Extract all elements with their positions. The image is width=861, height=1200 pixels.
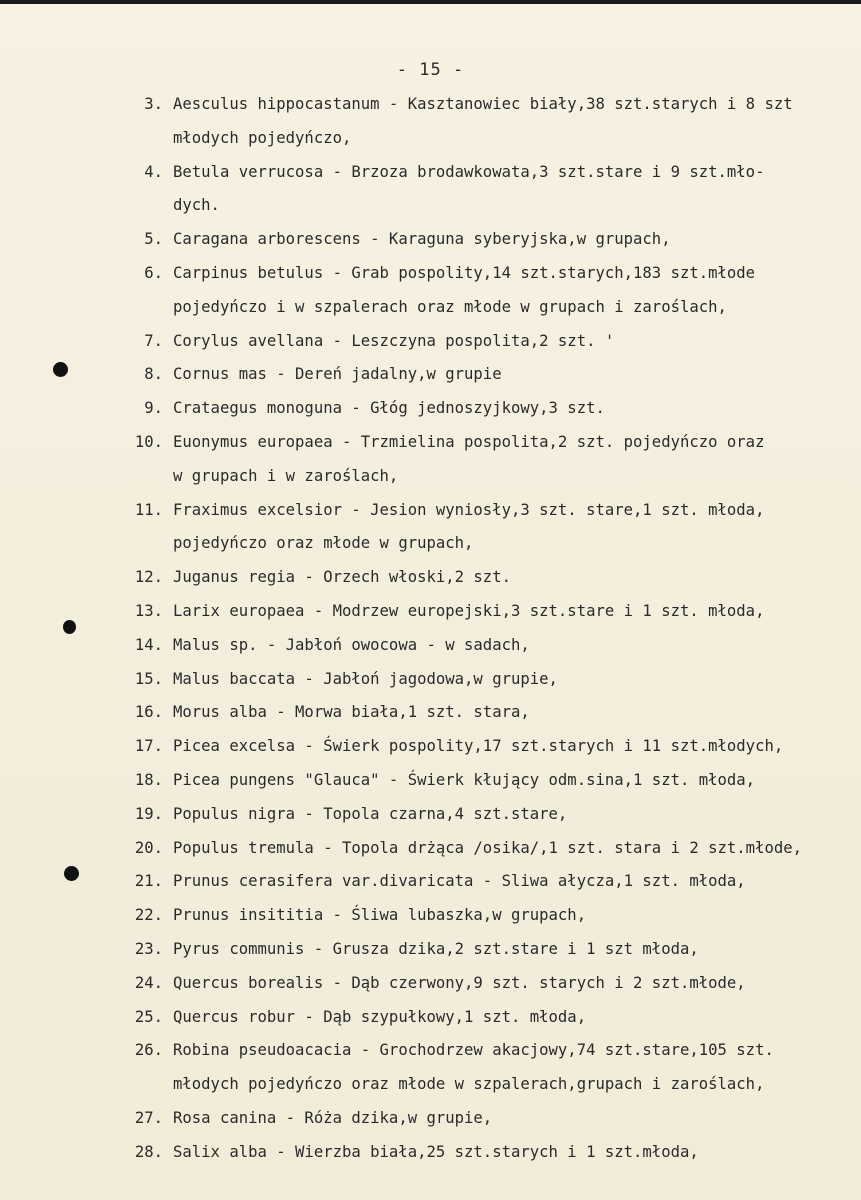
entry-text: Corylus avellana - Leszczyna pospolita,2 szt. ' [173,331,615,350]
species-entry [0,663,861,697]
entry-number: 17. [134,737,163,756]
entry-text: Larix europaea - Modrzew europejski,3 szt.stare i 1 szt. młoda, [173,601,765,620]
entry-number: 19. [134,804,163,823]
entry-number: 15. [134,669,163,688]
entry-number: 22. [134,906,163,925]
entry-text: Quercus robur - Dąb szypułkowy,1 szt. młoda, [173,1007,587,1026]
species-entry [0,257,861,325]
entry-number: 8. [144,365,163,384]
species-entry [0,426,861,494]
entry-first-line [0,392,861,426]
species-entry [0,494,861,562]
entry-continuation: pojedyńczo i w szpalerach oraz młode w grupach i zaroślach, [173,297,727,316]
entry-first-line [0,223,861,257]
species-entry [0,223,861,257]
entry-first-line [0,1102,861,1136]
entry-text: Juganus regia - Orzech włoski,2 szt. [173,568,511,587]
entry-first-line [0,88,861,122]
page-number: - 15 - [396,60,465,80]
species-entry [0,933,861,967]
entry-number: 20. [134,838,163,857]
species-list [0,88,861,1170]
entry-text: Populus tremula - Topola drżąca /osika/,1 szt. stara i 2 szt.młode, [173,838,803,857]
entry-number: 27. [134,1108,163,1127]
entry-first-line [0,358,861,392]
scan-top-edge [0,0,861,4]
entry-text: Populus nigra - Topola czarna,4 szt.stare, [173,804,568,823]
species-entry [0,899,861,933]
entry-first-line [0,595,861,629]
species-entry [0,561,861,595]
entry-first-line [0,561,861,595]
entry-first-line [0,494,861,528]
entry-text: Prunus cerasifera var.divaricata - Sliwa ałycza,1 szt. młoda, [173,872,746,891]
species-entry [0,595,861,629]
entry-first-line [0,156,861,190]
species-entry [0,88,861,156]
entry-continuation: dych. [173,196,220,215]
entry-number: 10. [134,432,163,451]
entry-text: Aesculus hippocastanum - Kasztanowiec biały,38 szt.starych i 8 szt [173,95,793,113]
entry-number: 23. [134,939,163,958]
species-entry [0,1034,861,1102]
entry-number: 26. [134,1041,163,1060]
entry-first-line [0,899,861,933]
entry-first-line [0,967,861,1001]
entry-text: Salix alba - Wierzba biała,25 szt.starych i 1 szt.młoda, [173,1142,699,1161]
entry-text: Quercus borealis - Dąb czerwony,9 szt. starych i 2 szt.młode, [173,973,746,992]
entry-number: 9. [144,399,163,418]
entry-continuation: pojedyńczo oraz młode w grupach, [173,534,474,553]
entry-number: 5. [144,230,163,249]
entry-text: Picea pungens "Glauca" - Świerk kłujący odm.sina,1 szt. młoda, [173,770,756,789]
entry-first-line [0,730,861,764]
entry-number: 7. [144,331,163,350]
entry-number: 16. [134,703,163,722]
entry-text: Pyrus communis - Grusza dzika,2 szt.stare i 1 szt młoda, [173,939,699,958]
entry-first-line [0,1001,861,1035]
entry-continuation: młodych pojedyńczo oraz młode w szpalerach,grupach i zaroślach, [173,1075,765,1094]
species-entry [0,832,861,866]
entry-first-line [0,1136,861,1170]
species-entry [0,325,861,359]
entry-number: 13. [134,601,163,620]
entry-first-line [0,629,861,663]
entry-first-line [0,696,861,730]
entry-text: Rosa canina - Róża dzika,w grupie, [173,1108,493,1127]
entry-text: Betula verrucosa - Brzoza brodawkowata,3 szt.stare i 9 szt.mło- [173,162,765,181]
entry-first-line [0,663,861,697]
entry-text: Malus baccata - Jabłoń jagodowa,w grupie, [173,669,558,688]
entry-text: Picea excelsa - Świerk pospolity,17 szt.starych i 11 szt.młodych, [173,737,784,756]
species-entry [0,1001,861,1035]
entry-number: 4. [144,162,163,181]
entry-text: Caragana arborescens - Karaguna syberyjska,w grupach, [173,230,671,249]
entry-text: Malus sp. - Jabłoń owocowa - w sadach, [173,635,530,654]
entry-number: 6. [144,263,163,282]
entry-first-line [0,426,861,460]
entry-first-line [0,832,861,866]
entry-text: Fraximus excelsior - Jesion wyniosły,3 szt. stare,1 szt. młoda, [173,500,765,519]
entry-number: 11. [134,500,163,519]
species-entry [0,156,861,224]
species-entry [0,696,861,730]
entry-continuation: w grupach i w zaroślach, [173,466,399,485]
entry-number: 12. [134,568,163,587]
entry-first-line [0,764,861,798]
entry-first-line [0,933,861,967]
species-entry [0,764,861,798]
species-entry [0,358,861,392]
entry-text: Prunus insititia - Śliwa lubaszka,w grupach, [173,906,587,925]
entry-first-line [0,325,861,359]
entry-number: 14. [134,635,163,654]
entry-first-line [0,798,861,832]
entry-number: 28. [134,1142,163,1161]
entry-text: Robina pseudoacacia - Grochodrzew akacjowy,74 szt.stare,105 szt. [173,1041,774,1060]
entry-number: 3. [144,95,163,113]
entry-text: Cornus mas - Dereń jadalny,w grupie [173,365,502,384]
species-entry [0,629,861,663]
species-entry [0,730,861,764]
entry-text: Crataegus monoguna - Głóg jednoszyjkowy,3 szt. [173,399,605,418]
entry-number: 24. [134,973,163,992]
species-entry [0,865,861,899]
entry-text: Morus alba - Morwa biała,1 szt. stara, [173,703,530,722]
entry-text: Carpinus betulus - Grab pospolity,14 szt.starych,183 szt.młode [173,263,756,282]
entry-number: 18. [134,770,163,789]
entry-first-line [0,257,861,291]
species-entry [0,798,861,832]
entry-text: Euonymus europaea - Trzmielina pospolita,2 szt. pojedyńczo oraz [173,432,765,451]
entry-number: 21. [134,872,163,891]
entry-continuation: młodych pojedyńczo, [173,128,352,147]
species-entry [0,1136,861,1170]
entry-number: 25. [134,1007,163,1026]
entry-first-line [0,865,861,899]
species-entry [0,1102,861,1136]
entry-first-line [0,1034,861,1068]
species-entry [0,392,861,426]
species-entry [0,967,861,1001]
